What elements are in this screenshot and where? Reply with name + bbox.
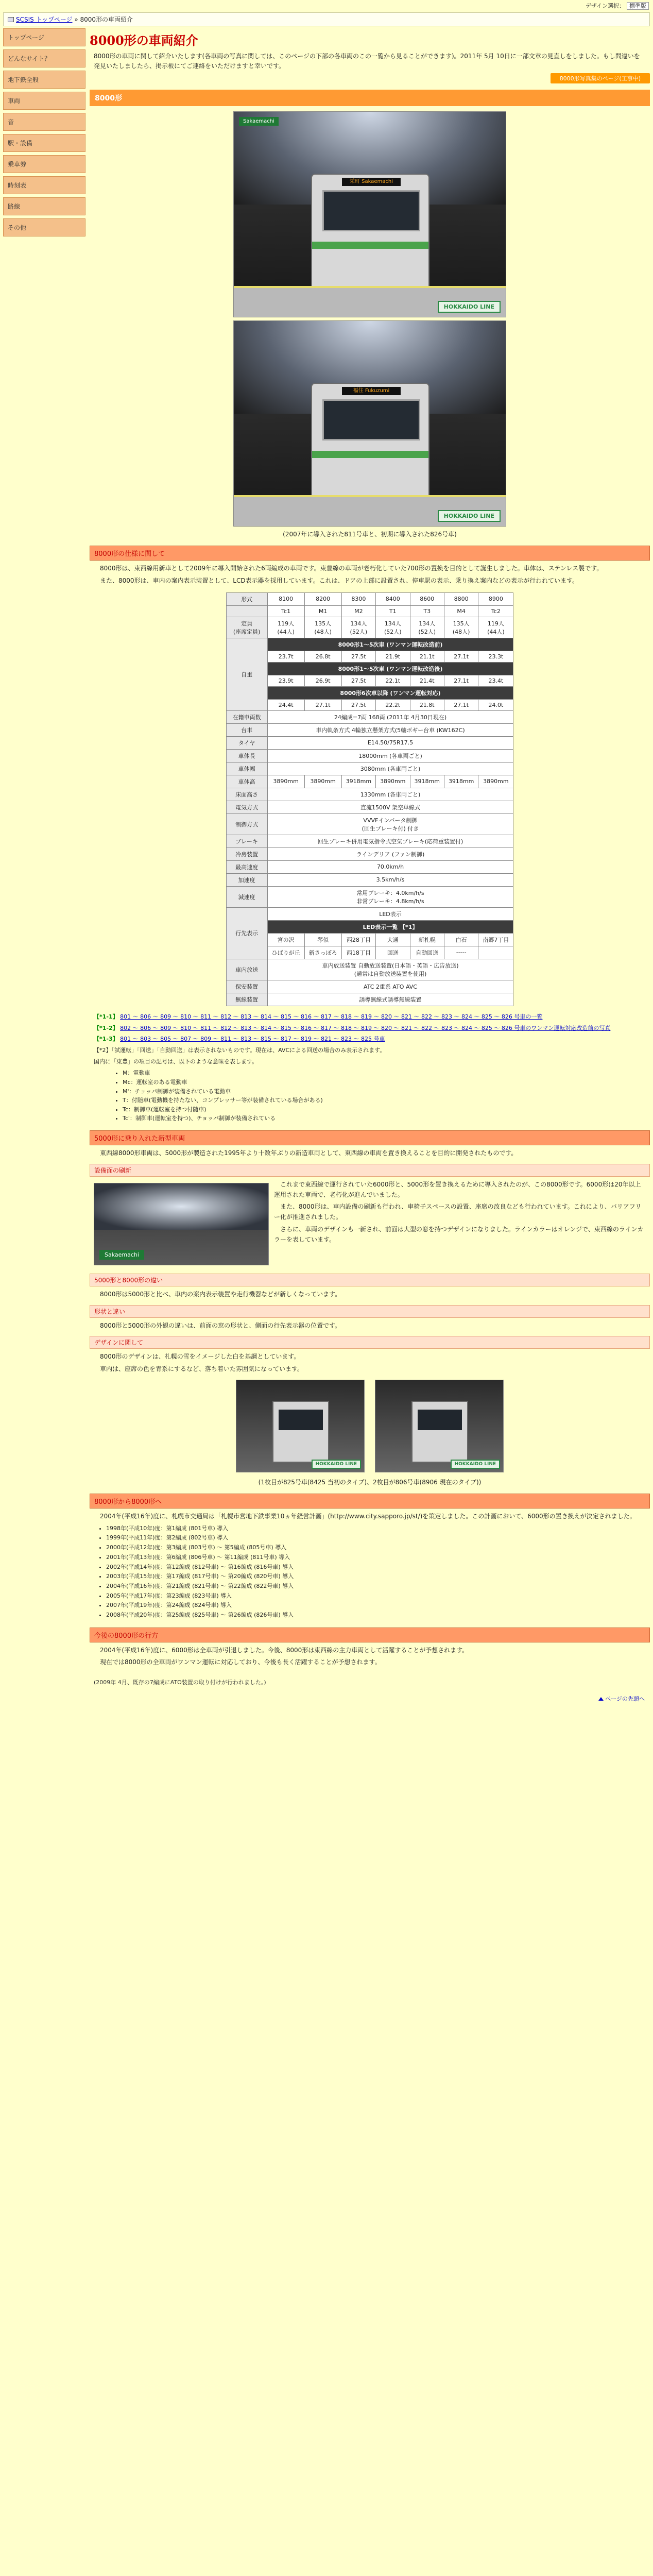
table-cell: 車内放送装置 自動放送装置(日本語・英語・広告放送) (通常は自動放送装置を使用) [267,959,513,980]
equipment-paragraph-1: これまで東西線で運行されていた6000形と、5000形を置き換えるために導入されたのが、この8000形です。6000形は20年以上運用された車両で、老朽化が進んでいました。 [274,1180,641,1198]
section-heading-new-train: 5000形に乗り入れた新型車両 [90,1130,650,1145]
table-row [226,699,513,710]
photo-mini-stamp: HOKKAIDO LINE [312,1460,361,1469]
table-cell: 8900 [478,592,513,605]
design-select-dropdown[interactable]: 標準版 [627,2,649,10]
sidebar-item-other[interactable]: その他 [3,218,85,236]
list-item: • 2000年(平成12年)度：第3編成 (803号車) ～ 第5編成 (805号車) 導入 [106,1543,646,1553]
table-cell: 8000形1～5次車 (ワンマン運転改造後) [267,662,513,675]
table-row [226,993,513,1006]
photo-stamp: HOKKAIDO LINE [438,301,501,313]
table-cell: M4 [444,605,478,617]
train-photo-825 [236,1380,365,1472]
table-cell: 回生ブレーキ併用電気指令式空気ブレーキ(応荷重装置付) [267,835,513,848]
table-row [226,675,513,686]
breadcrumb [3,12,650,26]
home-icon [8,17,14,22]
table-cell: 8000形1～5次車 (ワンマン運転改造前) [267,638,513,651]
table-cell: 8600 [410,592,444,605]
list-item: • 2004年(平成16年)度：第21編成 (821号車) ～ 第22編成 (822号車) 導入 [106,1582,646,1591]
table-cell: 直流1500V 架空単線式 [267,801,513,814]
table-header-cell: 車内放送 [226,959,267,980]
table-row [226,814,513,835]
sidebar-item-sound[interactable]: 音 [3,113,85,131]
section-heading-future: 今後の8000形の行方 [90,1628,650,1642]
table-cell: T1 [376,605,410,617]
train-photo-806 [375,1380,504,1472]
history-list [106,1524,646,1620]
table-row [226,801,513,814]
photo-mini-stamp: HOKKAIDO LINE [451,1460,500,1469]
table-row [226,860,513,873]
equipment-paragraph-3: さらに、車両のデザインも一新され、前面は大型の窓を持つデザインになりました。ラインカラーはオレンジで、東西線のラインカラーを表しています。 [274,1225,644,1243]
table-header-cell: 保安装置 [226,980,267,993]
design-paragraph-2: 車内は、座席の色を青系にするなど、落ち着いた雰囲気になっています。 [100,1365,304,1373]
table-row [226,736,513,749]
table-header-cell: 車体長 [226,749,267,762]
subheading-difference: 5000形と8000形の違い [90,1274,650,1286]
table-cell: 回送 [376,946,410,959]
table-cell: VVVFインバータ制御 (回生ブレーキ付) 付き [267,814,513,835]
new-train-paragraph-1: 東西線8000形車両は、5000形が製造された1995年より十数年ぶりの新造車両として、東西線の車両を置き換えることを目的に開発されたものです。 [100,1149,518,1157]
table-cell: ラインデリア (ファン制御) [267,848,513,860]
table-cell: 南郷7丁目 [478,933,513,946]
future-paragraph-2: 現在では8000形の全車両がワンマン運転に対応しており、今後も長く活躍することが予想されます。 [100,1658,381,1666]
table-cell: 3918mm [444,775,478,788]
table-cell: 3890mm [376,775,410,788]
table-cell: 8400 [376,592,410,605]
car-link-list-3[interactable]: 801 ～ 803 ～ 805 ～ 807 ～ 809 ～ 811 ～ 813 ～ 815 ～ 817 ～ 819 ～ 821 ～ 823 ～ 825 号車 [120,1036,385,1043]
legend-item: • Tc：制御車(運転室を持つ付随車) [123,1105,638,1114]
table-cell: 白石 [444,933,478,946]
list-item: • 2008年(平成20年)度：第25編成 (825号車) ～ 第26編成 (826号車) 導入 [106,1611,646,1620]
table-header-cell: 車体幅 [226,762,267,775]
table-cell: 8800 [444,592,478,605]
table-row [226,848,513,860]
table-cell: 119人 (44人) [267,617,304,638]
table-header-cell: 冷房装置 [226,848,267,860]
sidebar-item-vehicles[interactable]: 車両 [3,92,85,110]
table-cell: 23.9t [267,675,304,686]
design-paragraph-1: 8000形のデザインは、札幌の雪をイメージした白を基調としています。 [100,1353,300,1361]
spec-paragraph-1: 8000形は、東西線用新車として2009年に導入開始された6両編成の車両です。東豊線の車両が老朽化していた700形の置換を目的として誕生しました。車体は、ステンレス製です。 [100,565,603,572]
table-header-cell: 制御方式 [226,814,267,835]
history-paragraph: 2004年(平成16年)度に、札幌市交通局は「札幌市営地下鉄事業10ヵ年経営計画」(http://www.city.sapporo.jp/st/)を策定しました。この計画において、6000形の置き換えが決定されました。 [100,1512,636,1520]
legend-item: • M：電動車 [123,1069,638,1078]
table-row [226,835,513,848]
interior-photo [94,1183,269,1265]
list-item: • 2007年(平成19年)度：第24編成 (824号車) 導入 [106,1601,646,1611]
difference-paragraph: 8000形は5000形と比べ、車内の案内表示装置や走行機器などが新しくなっています。 [100,1290,341,1298]
table-row [226,907,513,920]
table-header-cell: 最高速度 [226,860,267,873]
table-header-cell: 無線装置 [226,993,267,1006]
table-cell: 21.8t [410,699,444,710]
table-row [226,933,513,946]
train-photo-1 [233,111,506,317]
table-cell: 24編成=7両 168両 (2011年 4月30日現在) [267,710,513,723]
table-cell: 21.1t [410,651,444,662]
table-header-cell: 加速度 [226,873,267,886]
shape-paragraph: 8000形と5000形の外観の違いは、前面の窓の形状と、側面の行先表示器の位置です。 [100,1321,341,1329]
table-cell: 常用ブレーキ：4.0km/h/s 非常ブレーキ：4.8km/h/s [267,886,513,907]
links-row-3: 【*1-3】 801 ～ 803 ～ 805 ～ 807 ～ 809 ～ 811 ～ 813 ～ 815 ～ 817 ～ 819 ～ 821 ～ 823 ～ 825 号車 [94,1036,385,1043]
table-cell: ----- [444,946,478,959]
table-row [226,775,513,788]
table-cell: LED表示一覧 【*1】 [267,920,513,933]
sidebar-item-routes[interactable]: 路線 [3,197,85,215]
table-cell: 27.1t [444,651,478,662]
table-header-cell: タイヤ [226,736,267,749]
legend-item: • Mc：運転室のある電動車 [123,1078,638,1087]
table-cell: M2 [341,605,375,617]
destination-display: 栄町 Sakaemachi [342,178,401,186]
table-cell: ATC 2重系 ATO AVC [267,980,513,993]
table-cell: 21.4t [410,675,444,686]
page-top-link[interactable]: ページの先頭へ [90,1694,645,1703]
links-note: 【*2】「試運転」「回送」「自動回送」は表示されないものです。現在は、AVCによる回送の場合のみ表示されます。 [94,1047,386,1054]
table-header-cell [226,605,267,617]
sidebar-item-tickets[interactable]: 乗車券 [3,155,85,173]
table-header-cell: 台車 [226,723,267,736]
table-header-cell: 形式 [226,592,267,605]
breadcrumb-current: 8000形の車両紹介 [80,16,133,23]
table-cell: 3918mm [410,775,444,788]
table-row [226,920,513,933]
photo-pair [90,1380,650,1472]
table-cell: M1 [304,605,341,617]
list-item: • 1998年(平成10年)度：第1編成 (801号車) 導入 [106,1524,646,1534]
list-item: • 2001年(平成13年)度：第6編成 (806号車) ～ 第11編成 (811号車) 導入 [106,1553,646,1563]
table-cell [478,946,513,959]
table-row [226,617,513,638]
links-row-1: 【*1-1】 801 ～ 806 ～ 809 ～ 810 ～ 811 ～ 812 ～ 813 ～ 814 ～ 815 ～ 816 ～ 817 ～ 818 ～ 819 ～ 820 ～ 821 ～ 822 ～ 823 ～ 824 ～ 825 ～ 826 号車の一覧 [94,1013,543,1020]
breadcrumb-home-link[interactable]: SCSIS トップページ [16,16,73,23]
table-row [226,592,513,605]
photo-caption: (2007年に導入された811号車と、初期に導入された826号車) [283,531,457,538]
spec-paragraph-2: また、8000形は、車内の案内表示装置として、LCD表示器を採用しています。これは、ドアの上部に設置され、停車駅の表示、乗り換え案内などの表示が行われています。 [100,577,579,585]
table-cell: 26.9t [304,675,341,686]
table-row [226,946,513,959]
car-link-list-1[interactable]: 801 ～ 806 ～ 809 ～ 810 ～ 811 ～ 812 ～ 813 ～ 814 ～ 815 ～ 816 ～ 817 ～ 818 ～ 819 ～ 820 ～ 821 ～ 822 ～ 823 ～ 824 ～ 825 ～ 826 号車の一覧 [120,1013,543,1020]
table-cell: 新さっぽろ [304,946,341,959]
page-title: 8000形の車両紹介 [90,33,198,48]
legend-item: • Tc'：制御車(運転室を持つ)、チョッパ制御が装備されている [123,1114,638,1123]
table-row [226,873,513,886]
table-row [226,662,513,675]
table-cell: 134人 (52人) [410,617,444,638]
links-note-2: 国内に「東豊」の項目の記号は、以下のような意味を表します。 [94,1058,258,1065]
train-front-2 [311,383,429,501]
section-heading-spec: 8000形の仕様に関して [90,546,650,561]
intro-text: 8000形の車両に関して紹介いたします(各車両の写真に関しては、このページの下部の各車両のこの一覧から見ることができます)。2011年 5月 10日に一部文章の見直しをしました。もし間違いを発見いたしましたら、掲示板にてご連絡をいただけますと幸いです。 [94,53,640,70]
table-cell: 24.4t [267,699,304,710]
table-cell: 27.5t [341,651,375,662]
table-cell: 27.1t [304,699,341,710]
list-item: • 2002年(平成14年)度：第12編成 (812号車) ～ 第16編成 (816号車) 導入 [106,1563,646,1572]
footer-note: (2009年 4月、既存の7編成にATO装置の取り付けが行われました。) [94,1679,266,1686]
table-cell: Tc2 [478,605,513,617]
topbar [0,0,653,12]
table-cell: 23.3t [478,651,513,662]
sidebar-item-stations[interactable]: 駅・設備 [3,134,85,152]
table-cell: 26.8t [304,651,341,662]
table-cell: LED表示 [267,907,513,920]
table-cell: 135人 (48人) [444,617,478,638]
subheading-shape: 形状と違い [90,1305,650,1318]
table-header-cell: 定員 (座席定員) [226,617,267,638]
sidebar-item-subway[interactable]: 地下鉄全般 [3,71,85,89]
table-cell: 誘導無線式誘導無線装置 [267,993,513,1006]
links-row-2: 【*1-2】 802 ～ 806 ～ 809 ～ 810 ～ 811 ～ 812 ～ 813 ～ 814 ～ 815 ～ 816 ～ 817 ～ 818 ～ 819 ～ 820 ～ 821 ～ 822 ～ 823 ～ 824 ～ 825 ～ 826 号車のワンマン運転対応改造前の写真 [94,1024,611,1031]
design-select[interactable] [586,2,649,10]
table-cell: 134人 (52人) [341,617,375,638]
table-cell: 琴似 [304,933,341,946]
list-item: • 2005年(平成17年)度：第23編成 (823号車) 導入 [106,1591,646,1601]
destination-display-2: 福住 Fukuzumi [342,387,401,395]
table-row [226,762,513,775]
interior-photo-sign: Sakaemachi [99,1250,144,1260]
table-row [226,886,513,907]
subheading-design: デザインに関して [90,1336,650,1349]
main-content [90,28,650,1708]
table-cell: 3.5km/h/s [267,873,513,886]
table-cell: 大通 [376,933,410,946]
table-header-cell: 自重 [226,638,267,710]
section-heading-history: 8000形から8000形へ [90,1494,650,1509]
car-link-list-2[interactable]: 802 ～ 806 ～ 809 ～ 810 ～ 811 ～ 812 ～ 813 ～ 814 ～ 815 ～ 816 ～ 817 ～ 818 ～ 819 ～ 820 ～ 821 ～ 822 ～ 823 ～ 824 ～ 825 ～ 826 号車のワンマン運転対応改造前の写真 [120,1024,611,1031]
table-cell: 1330mm (各車両ごと) [267,788,513,801]
table-cell: 3890mm [304,775,341,788]
legend-item: • T：付随車(電動機を持たない、コンプレッサー等が装備されている場合がある) [123,1096,638,1105]
table-cell: 135人 (48人) [304,617,341,638]
table-cell: 3890mm [267,775,304,788]
table-cell: 27.1t [444,675,478,686]
photo-stamp-2: HOKKAIDO LINE [438,510,501,522]
table-cell: 西28丁目 [341,933,375,946]
list-item: • 1999年(平成11年)度：第2編成 (802号車) 導入 [106,1533,646,1543]
table-row [226,651,513,662]
table-header-cell: 車体高 [226,775,267,788]
table-cell: 3918mm [341,775,375,788]
table-cell: 23.7t [267,651,304,662]
sidebar-item-timetable[interactable]: 時刻表 [3,176,85,194]
train-front [311,174,429,292]
table-cell: 27.5t [341,675,375,686]
list-item: • 2003年(平成15年)度：第17編成 (817号車) ～ 第20編成 (820号車) 導入 [106,1572,646,1582]
table-cell: 8200 [304,592,341,605]
table-cell: 3890mm [478,775,513,788]
table-cell: 新札幌 [410,933,444,946]
table-cell: 21.9t [376,651,410,662]
table-cell: 27.1t [444,699,478,710]
table-cell: 23.4t [478,675,513,686]
train-photo-2 [233,320,506,527]
table-row [226,980,513,993]
table-row [226,710,513,723]
table-row [226,749,513,762]
table-cell: 18000mm (各車両ごと) [267,749,513,762]
equipment-paragraph-2: また、8000形は、車内設備の刷新も行われ、車椅子スペースの設置、座席の改良なども行われています。これにより、バリアフリー化が推進されました。 [274,1203,642,1221]
sidebar-item-top[interactable]: トップページ [3,28,85,46]
table-cell: 車内軌条方式 4輪独立懸架方式(5軸ボギー台車 (KW162C) [267,723,513,736]
table-cell: 134人 (52人) [376,617,410,638]
sidebar-item-about[interactable]: どんなサイト？ [3,49,85,67]
arrow-up-icon [598,1697,604,1701]
photo-gallery-link[interactable]: 8000形写真集のページ(工事中) [551,73,650,83]
subheading-equipment: 設備面の刷新 [90,1164,650,1177]
table-cell: 27.5t [341,699,375,710]
table-header-cell: ブレーキ [226,835,267,848]
table-row [226,959,513,980]
table-header-cell: 在籍車両数 [226,710,267,723]
sidebar [3,28,85,240]
spec-table [226,592,514,1006]
station-sign: Sakaemachi [239,117,279,126]
table-cell: E14.50/75R17.5 [267,736,513,749]
table-header-cell: 減速度 [226,886,267,907]
breadcrumb-separator: » [74,16,78,23]
table-cell: 70.0km/h [267,860,513,873]
table-row [226,605,513,617]
photo-pair-caption: (1枚目が825号車(8425 当初のタイプ)、2枚目が806号車(8906 現在のタイプ)) [258,1478,482,1486]
table-header-cell: 床面高さ [226,788,267,801]
table-cell: 22.2t [376,699,410,710]
photo-block [90,111,650,538]
table-cell: ひばりが丘 [267,946,304,959]
future-paragraph-1: 2004年(平成16年)度に、6000形は全車両が引退しました。今後、8000形は東西線の主力車両として活躍することが予想されます。 [100,1646,469,1654]
table-row [226,638,513,651]
table-cell: 119人 (44人) [478,617,513,638]
legend-item: • M'：チョッパ制御が装備されている電動車 [123,1087,638,1096]
table-cell: 8100 [267,592,304,605]
table-header-cell: 行先表示 [226,907,267,959]
table-cell: 22.1t [376,675,410,686]
table-cell: 3080mm (各車両ごと) [267,762,513,775]
table-cell: 8000形6次車以降 (ワンマン運転対応) [267,686,513,699]
section-bar: 8000形 [90,90,650,106]
table-cell: 宮の沢 [267,933,304,946]
table-cell: 自動回送 [410,946,444,959]
table-row [226,686,513,699]
table-cell: 西18丁目 [341,946,375,959]
design-select-label: デザイン選択： [585,3,625,9]
symbol-legend [102,1069,638,1123]
table-cell: 24.0t [478,699,513,710]
table-row [226,788,513,801]
table-header-cell: 電気方式 [226,801,267,814]
table-cell: Tc1 [267,605,304,617]
table-row [226,723,513,736]
table-cell: 8300 [341,592,375,605]
table-cell: T3 [410,605,444,617]
